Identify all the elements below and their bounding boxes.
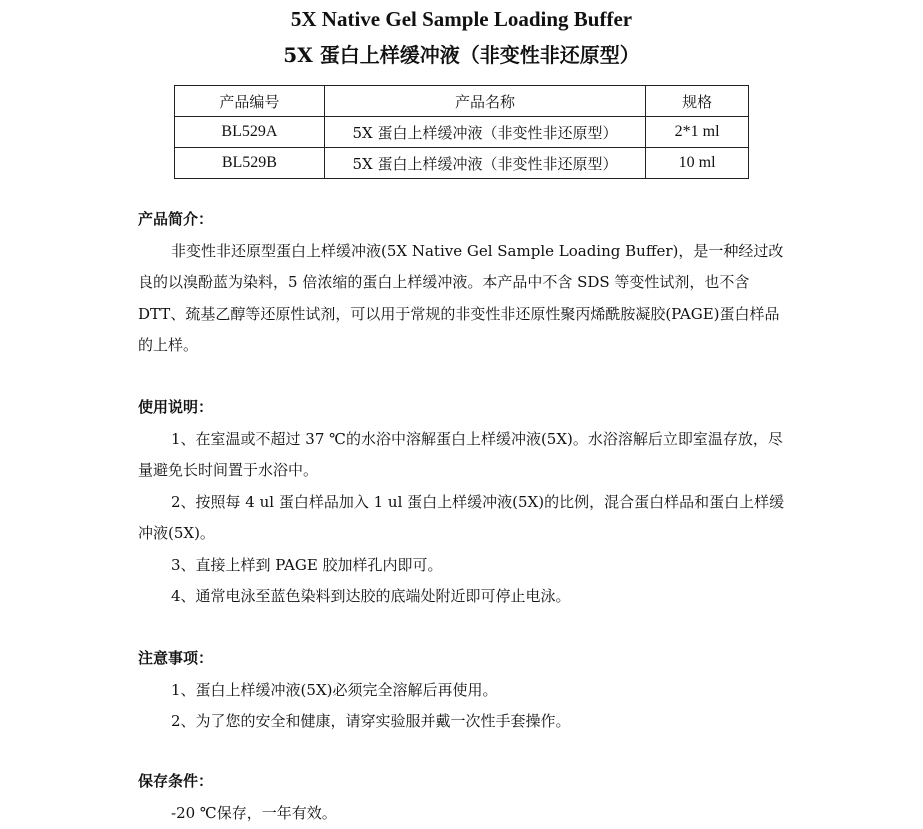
- intro-text: 非变性非还原型蛋白上样缓冲液(5X Native Gel Sample Loading Buffer)，是一种经过改良的以溴酚蓝为染料，5 倍浓缩的蛋白上样缓冲液。本产品中不含 SDS 等变性试剂，也不含 DTT、巯基乙醇等还原性试剂，可以用于常规的非变性非还原性聚丙烯酰胺凝胶(PAGE)蛋白样品的上样。: [138, 236, 788, 362]
- usage-section: [138, 392, 788, 613]
- cell-product-name: 5X 蛋白上样缓冲液（非变性非还原型）: [324, 117, 645, 148]
- cell-product-code: BL529B: [175, 148, 325, 179]
- header-product-code: 产品编号: [175, 86, 325, 117]
- usage-step: 4、通常电泳至蓝色染料到达胶的底端处附近即可停止电泳。: [138, 581, 788, 613]
- usage-step: 3、直接上样到 PAGE 胶加样孔内即可。: [138, 550, 788, 582]
- notes-section: [138, 643, 788, 738]
- product-table: [174, 85, 749, 179]
- notes-heading: 注意事项：: [138, 643, 788, 675]
- storage-text: -20 ℃保存，一年有效。: [138, 798, 788, 829]
- notes-item: 2、为了您的安全和健康，请穿实验服并戴一次性手套操作。: [138, 706, 788, 738]
- storage-heading: 保存条件：: [138, 766, 788, 798]
- cell-product-code: BL529A: [175, 117, 325, 148]
- cell-spec: 2*1 ml: [646, 117, 749, 148]
- table-header-row: [175, 86, 749, 117]
- title-english: 5X Native Gel Sample Loading Buffer: [0, 5, 923, 33]
- cell-product-name: 5X 蛋白上样缓冲液（非变性非还原型）: [324, 148, 645, 179]
- header-product-name: 产品名称: [324, 86, 645, 117]
- usage-heading: 使用说明：: [138, 392, 788, 424]
- cell-spec: 10 ml: [646, 148, 749, 179]
- table-row: [175, 148, 749, 179]
- storage-section: [138, 766, 788, 829]
- title-chinese: 5X 蛋白上样缓冲液（非变性非还原型）: [0, 41, 923, 69]
- usage-step: 1、在室温或不超过 37 ℃的水浴中溶解蛋白上样缓冲液(5X)。水浴溶解后立即室温存放，尽量避免长时间置于水浴中。: [138, 424, 788, 487]
- header-spec: 规格: [646, 86, 749, 117]
- table-row: [175, 117, 749, 148]
- notes-item: 1、蛋白上样缓冲液(5X)必须完全溶解后再使用。: [138, 675, 788, 707]
- usage-step: 2、按照每 4 ul 蛋白样品加入 1 ul 蛋白上样缓冲液(5X)的比例，混合蛋白样品和蛋白上样缓冲液(5X)。: [138, 487, 788, 550]
- intro-section: [138, 204, 788, 362]
- intro-heading: 产品简介：: [138, 204, 788, 236]
